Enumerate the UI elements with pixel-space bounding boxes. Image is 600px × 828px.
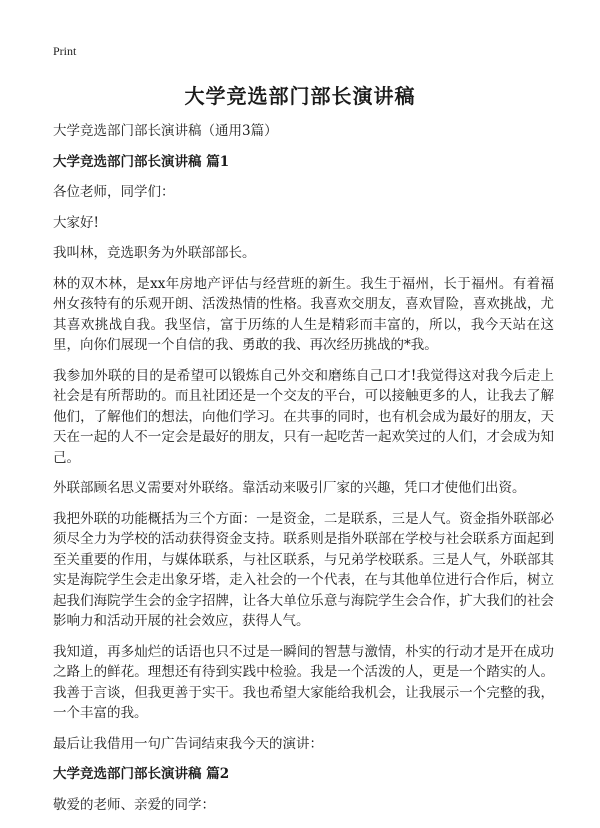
paragraph: 各位老师，同学们： (53, 184, 175, 200)
paragraph: 林的双木林，是xx年房地产评估与经营班的新生。我生于福州，长于福州。有着福州女孩特有的乐观开朗、活泼热情的性格。我喜欢交朋友，喜欢冒险，喜欢挑战，尤其喜欢挑战自我。我坚信，富于历练的人生是精彩而丰富的，所以，我今天站在这里，向你们展现一个自信的我、勇敢的我、再次经历挑战的*我。 (53, 275, 554, 353)
paragraph: 我叫林，竞选职务为外联部部长。 (53, 245, 256, 261)
paragraph: 最后让我借用一句广告词结束我今天的演讲： (53, 735, 323, 752)
paragraph: 我把外联的功能概括为三个方面：一是资金，二是联系，三是人气。资金指外联部必须尽全力为学校的活动获得资金支持。联系则是指外联部在学校与社会联系方面起到至关重要的作用，与媒体联系，与社区联系，与兄弟学校联系。三是人气，外联部其实是海院学生会走出象牙塔，走入社会的一个代表，在与其他单位进行合作后，树立起我们海院学生会的金字招牌，让各大单位乐意与海院学生会合作，扩大我们的社会影响力和活动开展的社会效应，获得人气。 (53, 510, 554, 629)
paragraph: 大家好! (53, 214, 99, 231)
section-heading: 大学竞选部门部长演讲稿 篇1 (53, 153, 230, 170)
paragraph: 我参加外联的目的是希望可以锻炼自己外交和磨练自己口才!我觉得这对我今后走上社会是有所帮助的。而且社团还是一个交友的平台，可以接触更多的人，让我去了解他们，了解他们的想法，向他们学习。在共事的同时，也有机会成为最好的朋友，天天在一起的人不一定会是最好的朋友，只有一起吃苦一起欢笑过的人们，才会成为知己。 (53, 367, 554, 466)
paragraph: 我知道，再多灿烂的话语也只不过是一瞬间的智慧与激情，朴实的行动才是开在成功之路上的鲜花。理想还有待到实践中检验。我是一个活泼的人，更是一个踏实的人。我善于言谈，但我更善于实干。我也希望大家能给我机会，让我展示一个完整的我，一个丰富的我。 (53, 643, 554, 721)
article-subtitle: 大学竞选部门部长演讲稿（通用3篇） (53, 123, 278, 139)
paragraph: 外联部顾名思义需要对外联络。靠活动来吸引厂家的兴趣，凭口才使他们出资。 (53, 480, 526, 496)
page-title: 大学竞选部门部长演讲稿 (184, 84, 416, 108)
article-body (53, 121, 554, 825)
print-link[interactable]: Print (53, 44, 77, 58)
paragraph: 敬爱的老师、亲爱的同学： (53, 796, 215, 813)
section-heading: 大学竞选部门部长演讲稿 篇2 (53, 766, 230, 782)
